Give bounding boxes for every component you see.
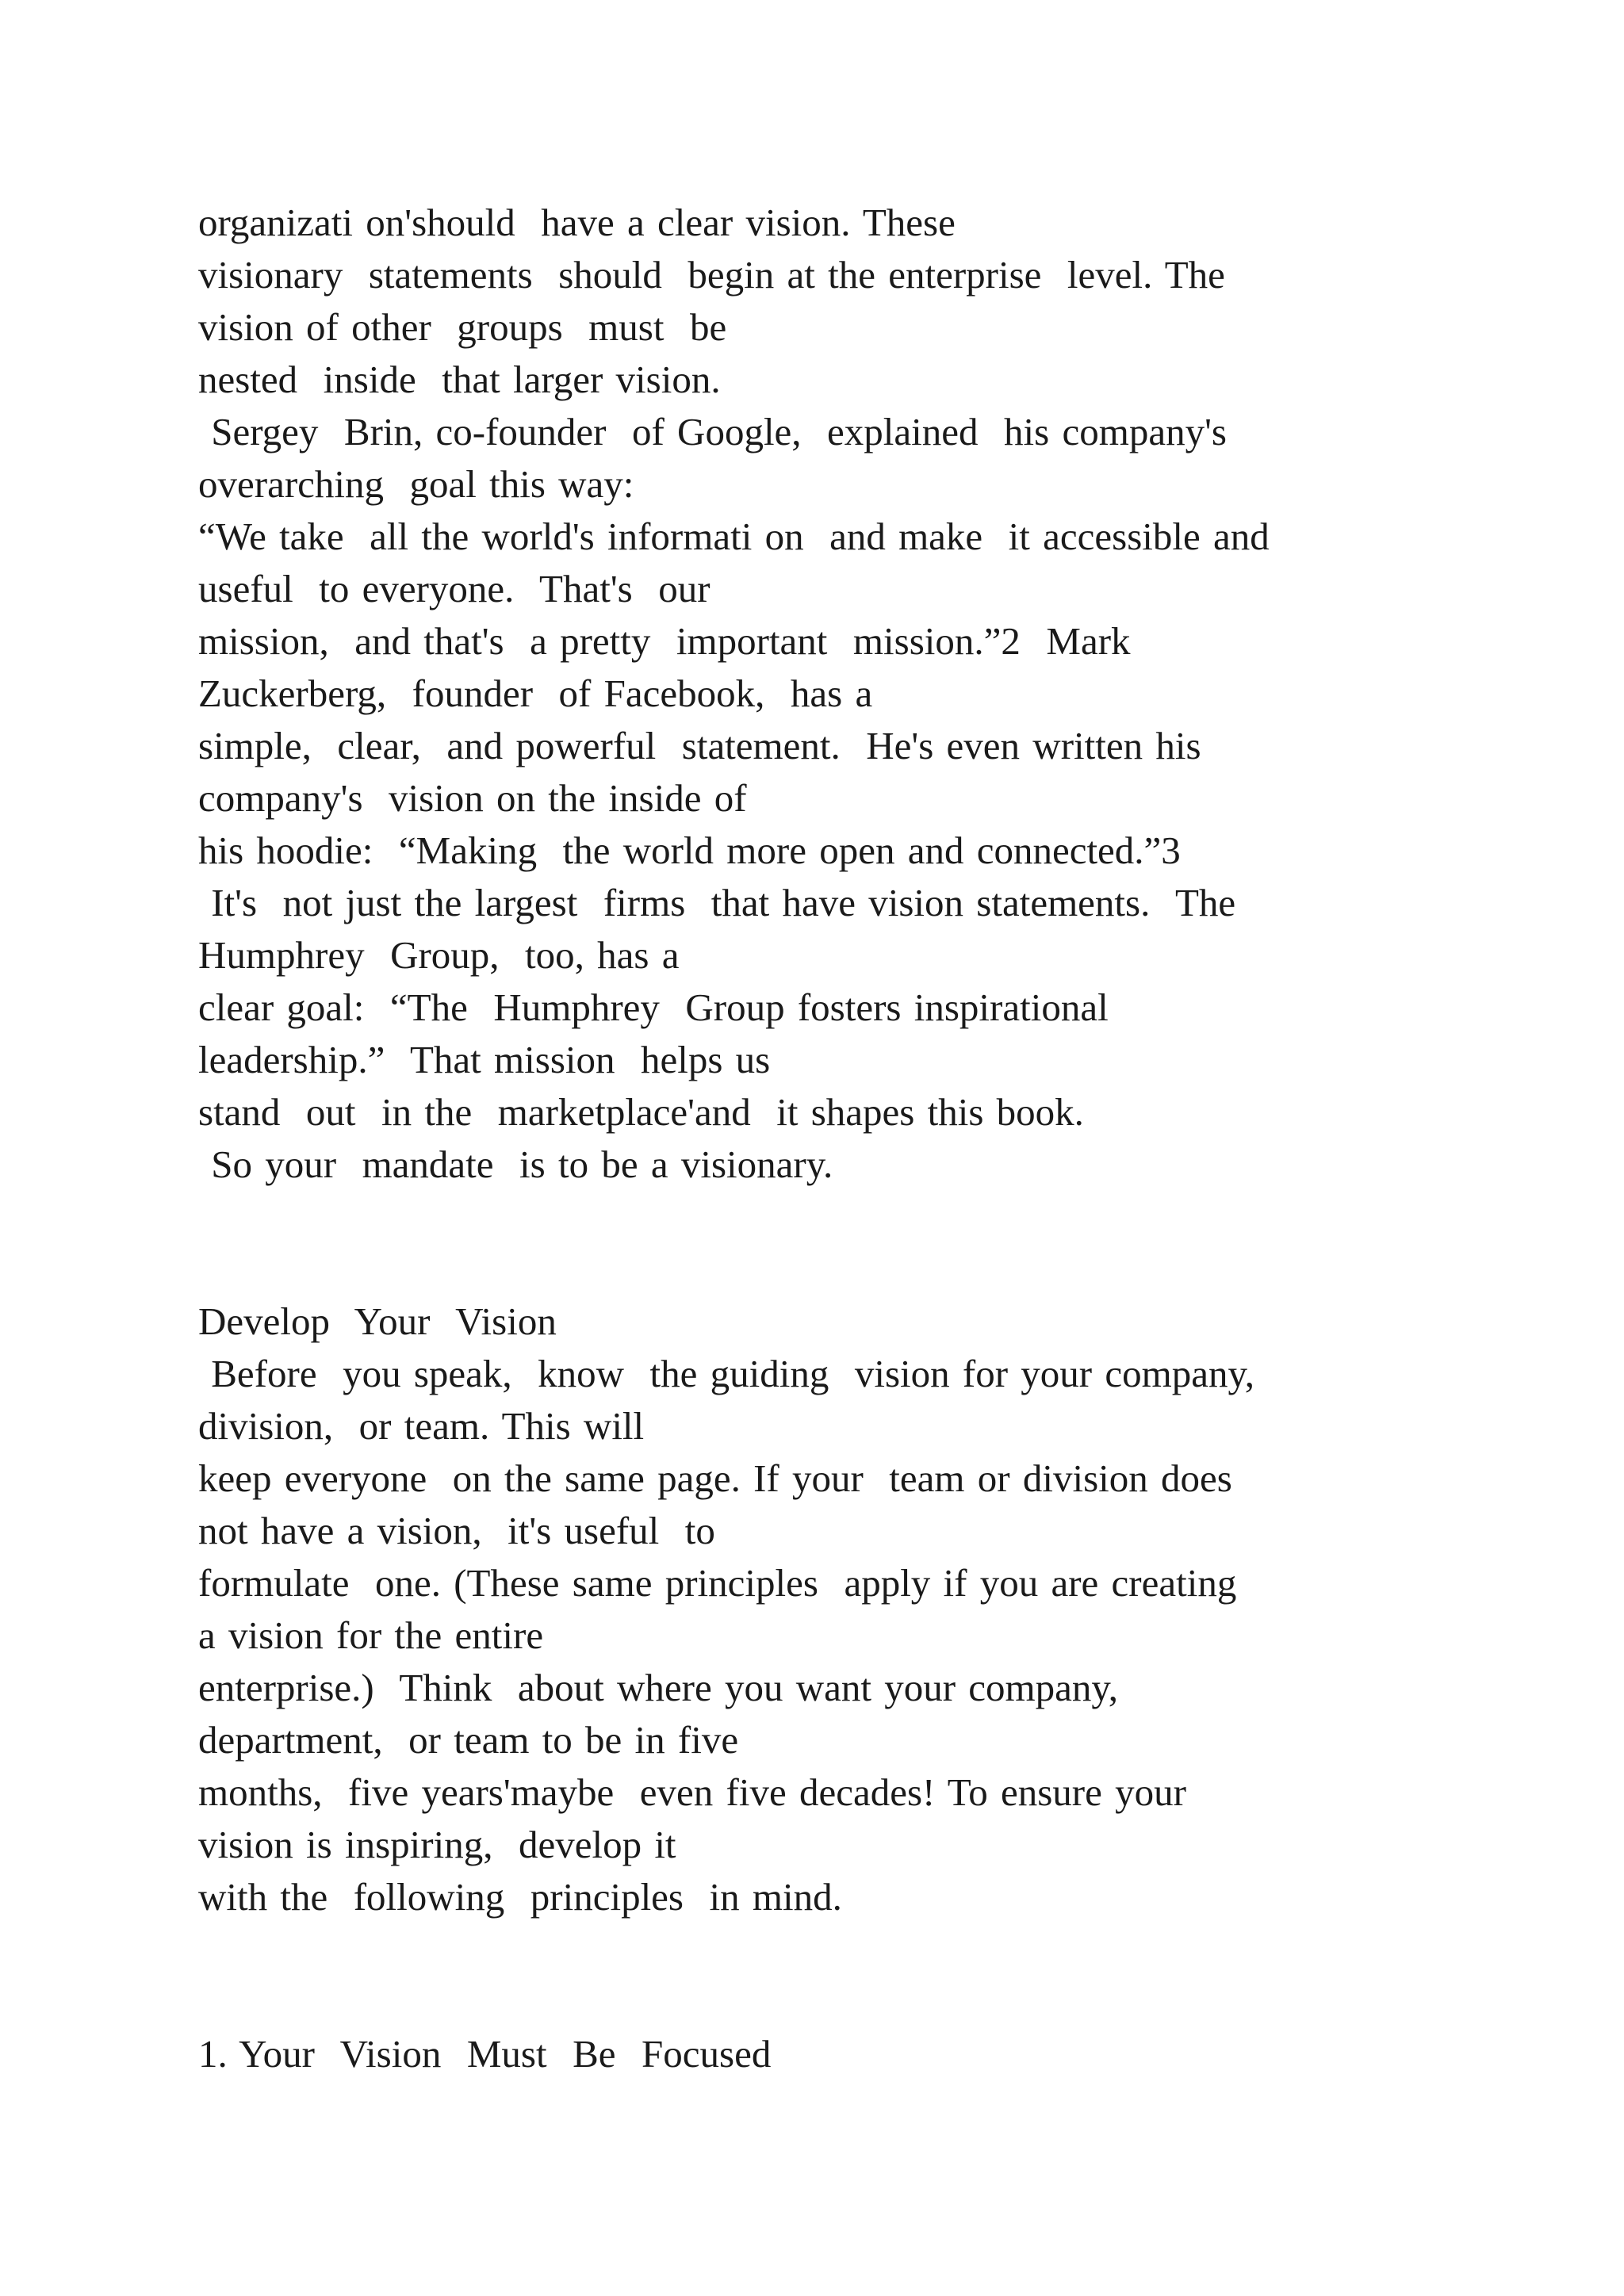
blank-line: [198, 1243, 1483, 1295]
text-line: leadership.” That mission helps us: [198, 1038, 771, 1081]
text-line: mission, and that's a pretty important mission.”2 Mark: [198, 619, 1131, 663]
text-line: with the following principles in mind.: [198, 1875, 842, 1919]
text-line: nested inside that larger vision.: [198, 358, 721, 401]
text-line: Zuckerberg, founder of Facebook, has a: [198, 672, 873, 715]
blank-line: [198, 1191, 1483, 1243]
document-body: [198, 197, 1483, 2080]
text-line: company's vision on the inside of: [198, 776, 747, 820]
text-line: his hoodie: “Making the world more open and connected.”3: [198, 828, 1181, 872]
text-line: visionary statements should begin at the enterprise level. The: [198, 253, 1225, 297]
text-line: months, five years'maybe even five decades! To ensure your: [198, 1770, 1186, 1814]
text-line: “We take all the world's informati on and make it accessible and: [198, 515, 1270, 558]
text-line: department, or team to be in five: [198, 1718, 739, 1762]
section-heading: Develop Your Vision: [198, 1299, 557, 1343]
text-line: division, or team. This will: [198, 1404, 645, 1448]
text-line: enterprise.) Think about where you want your company,: [198, 1666, 1118, 1709]
text-line: keep everyone on the same page. If your team or division does: [198, 1456, 1232, 1500]
text-line: Sergey Brin, co-founder of Google, explained his company's: [198, 410, 1227, 453]
text-line: It's not just the largest firms that have vision statements. The: [198, 881, 1236, 924]
text-line: stand out in the marketplace'and it shapes this book.: [198, 1090, 1084, 1134]
text-line: vision of other groups must be: [198, 305, 727, 349]
text-line: clear goal: “The Humphrey Group fosters inspirational: [198, 985, 1109, 1029]
subsection-heading: 1. Your Vision Must Be Focused: [198, 2032, 772, 2076]
text-line: organizati on'should have a clear vision. These: [198, 201, 956, 244]
text-line: not have a vision, it's useful to: [198, 1509, 715, 1552]
text-line: vision is inspiring, develop it: [198, 1823, 676, 1866]
text-line: overarching goal this way:: [198, 462, 634, 506]
text-line: a vision for the entire: [198, 1613, 544, 1657]
text-line: So your mandate is to be a visionary.: [198, 1142, 833, 1186]
text-line: simple, clear, and powerful statement. He's even written his: [198, 724, 1201, 767]
text-line: formulate one. (These same principles apply if you are creating: [198, 1561, 1237, 1605]
blank-line: [198, 1923, 1483, 1976]
text-line: Humphrey Group, too, has a: [198, 933, 680, 977]
text-line: useful to everyone. That's our: [198, 567, 710, 610]
blank-line: [198, 1976, 1483, 2028]
text-line: Before you speak, know the guiding vision for your company,: [198, 1352, 1255, 1395]
